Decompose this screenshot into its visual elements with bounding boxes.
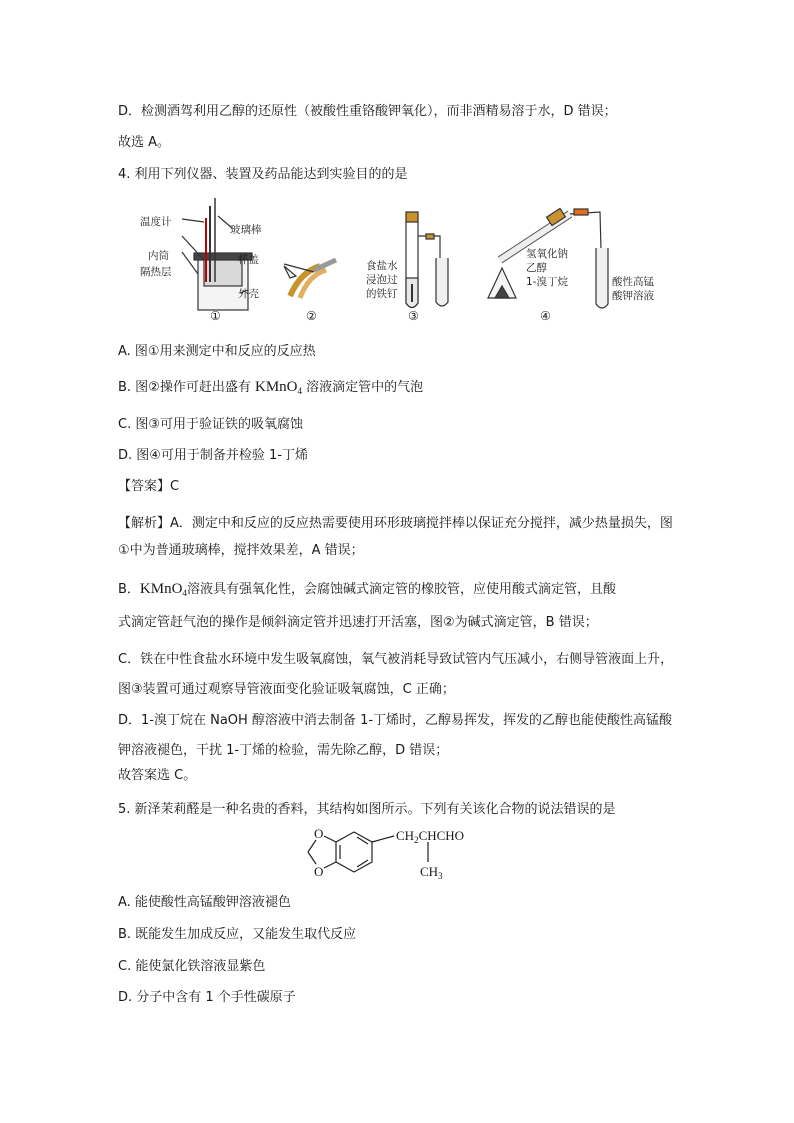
oxygen-corrosion-drawing <box>406 212 448 308</box>
label-kmno4-2: 酸钾溶液 <box>612 290 654 302</box>
molecule-structure <box>296 820 496 886</box>
question-5-stem: 5. 新泽茉莉醛是一种名贵的香料，其结构如图所示。下列有关该化合物的说法错误的是 <box>118 802 616 817</box>
label-glass-rod: 玻璃棒 <box>230 224 262 236</box>
label-lid: 杯盖 <box>238 254 259 266</box>
answer-label: 【答案】C <box>118 479 180 494</box>
label-soaked: 浸泡过 <box>366 274 398 286</box>
option-b-pre: B. 图②操作可赶出盛有 <box>118 380 255 395</box>
label-naoh: 氢氧化钠 <box>526 248 568 260</box>
label-inner-cup: 内筒 <box>148 250 169 262</box>
label-thermometer: 温度计 <box>140 216 172 228</box>
option-b <box>118 378 423 400</box>
oxygen-top: O <box>314 826 324 841</box>
label-bromobutane: 1-溴丁烷 <box>526 276 568 288</box>
label-brine: 食盐水 <box>366 260 398 272</box>
kmno4-formula: KMnO$_4$ <box>254 379 302 396</box>
option-a: A. 图①用来测定中和反应的反应热 <box>118 344 316 359</box>
explanation-c: C．铁在中性食盐水环境中发生吸氧腐蚀，氧气被消耗导致试管内气压减小，右侧导管液面上升，图③装置可通过观察导管液面变化验证吸氧腐蚀，C 正确； <box>118 652 674 697</box>
explanation-d: D．1-溴丁烷在 NaOH 醇溶液中消去制备 1-丁烯时，乙醇易挥发，挥发的乙醇也能使酸性高锰酸钾溶液褪色，干扰 1-丁烯的检验，需先除乙醇，D 错误； <box>118 713 673 758</box>
q5-option-c: C. 能使氯化铁溶液显紫色 <box>118 959 266 974</box>
explanation-a: 【解析】A．测定中和反应的反应热需要使用环形玻璃搅拌棒以保证充分搅拌，减少热量损失，图①中为普通玻璃棒，搅拌效果差，A 错误； <box>118 516 673 558</box>
prev-answer-line: 故选 A。 <box>118 135 171 150</box>
explanation-b-line1: B．KMnO$_4$溶液具有强氧化性，会腐蚀碱式滴定管的橡胶管，应使用酸式滴定管，且酸 <box>118 581 616 598</box>
question-4-figure <box>140 198 660 328</box>
label-iron-nail: 的铁钉 <box>366 288 398 300</box>
q5-option-a: A. 能使酸性高锰酸钾溶液褪色 <box>118 895 291 910</box>
methyl-group: $CH_3$ <box>420 864 443 881</box>
oxygen-bottom: O <box>314 864 324 879</box>
option-d: D. 图④可用于制备并检验 1-丁烯 <box>118 448 309 463</box>
burette-drawing <box>284 260 336 298</box>
figure-number-2: ② <box>306 309 317 323</box>
option-c: C. 图③可用于验证铁的吸氧腐蚀 <box>118 417 303 432</box>
label-shell: 外壳 <box>238 288 259 300</box>
explanation-b-line2: 式滴定管赶气泡的操作是倾斜滴定管并迅速打开活塞，图②为碱式滴定管，B 错误； <box>118 615 598 630</box>
label-ethanol: 乙醇 <box>526 262 547 274</box>
figure-number-1: ① <box>210 309 221 323</box>
q5-option-b: B. 既能发生加成反应，又能发生取代反应 <box>118 927 357 942</box>
label-kmno4-1: 酸性高锰 <box>612 276 654 288</box>
figure-number-4: ④ <box>540 309 551 323</box>
option-b-post: 溶液滴定管中的气泡 <box>302 380 424 395</box>
conclusion: 故答案选 C。 <box>118 768 197 783</box>
question-4-stem: 4. 利用下列仪器、装置及药品能达到实验目的的是 <box>118 167 408 182</box>
side-chain: $CH_2CHCHO$ <box>396 828 465 845</box>
label-insulation: 隔热层 <box>140 266 172 278</box>
kmno4-formula-2: KMnO$_4$ <box>139 581 187 598</box>
explanation-line-d: D．检测酒驾利用乙醇的还原性（被酸性重铬酸钾氧化），而非酒精易溶于水，D 错误； <box>118 104 617 119</box>
q5-option-d: D. 分子中含有 1 个手性碳原子 <box>118 990 296 1005</box>
figure-number-3: ③ <box>408 309 419 323</box>
